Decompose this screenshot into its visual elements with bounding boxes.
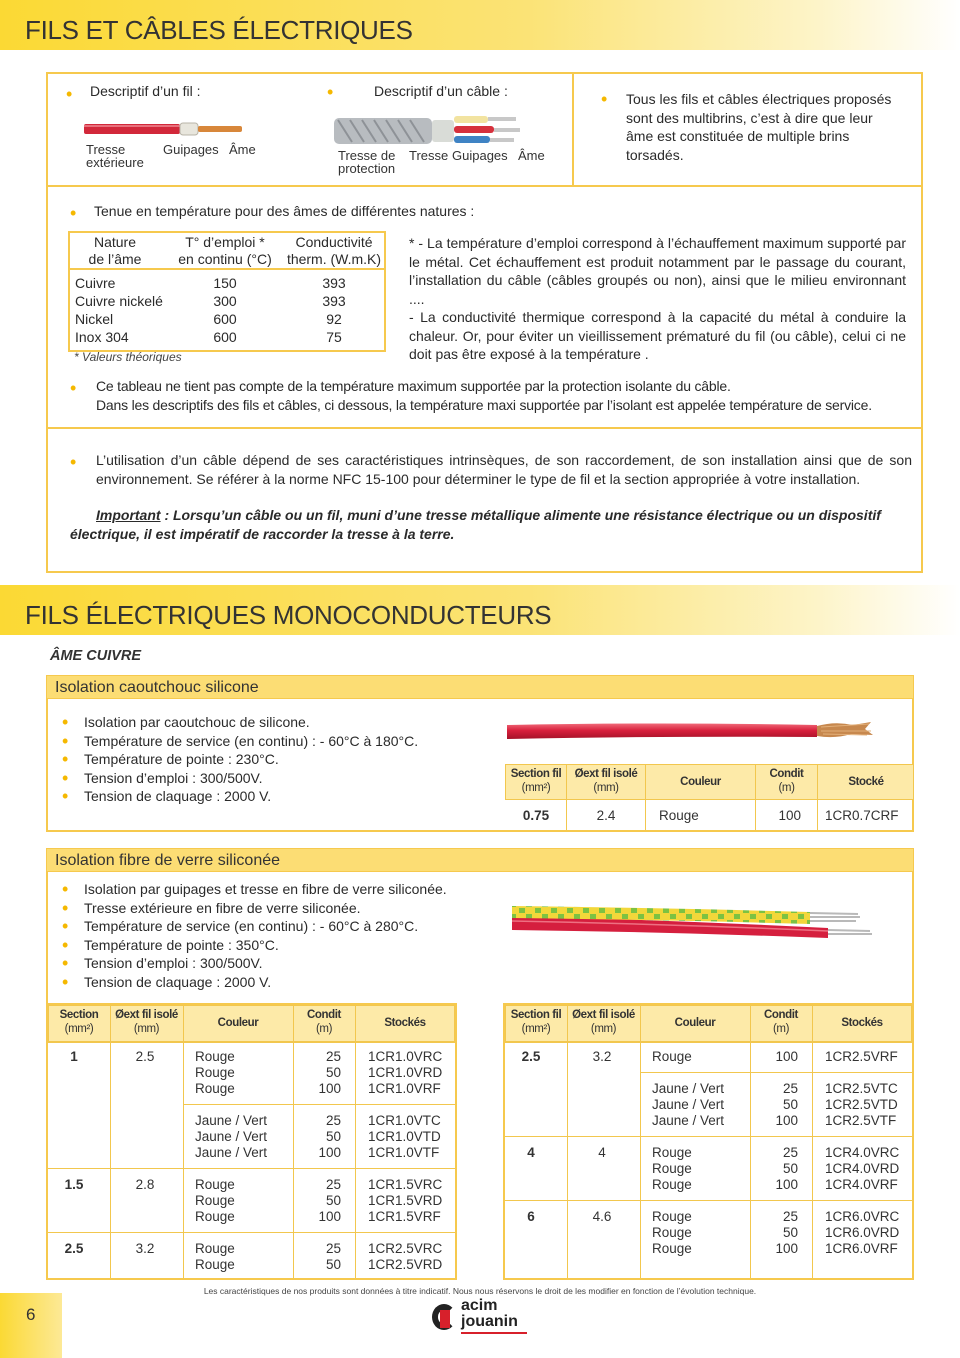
bullet-icon: • xyxy=(62,730,69,751)
tenue-note-line2: Dans les descriptifs des fils et câbles, ci dessous, la température maxi supportée par l’isolant est appelée température de service. xyxy=(96,397,872,413)
cell-section: 6 xyxy=(527,1209,535,1224)
cell-couleur: Rouge xyxy=(652,1209,692,1224)
col-oext: Øext fil isolé (mm) xyxy=(572,1009,635,1035)
col-couleur: Couleur xyxy=(674,1017,716,1029)
cell-stock: 1CR1.5VRD xyxy=(368,1193,443,1208)
col-stock: Stocké xyxy=(848,776,884,788)
row-divider xyxy=(48,1168,455,1169)
row-divider xyxy=(48,1042,455,1043)
col-stock: Stockés xyxy=(841,1017,883,1029)
cell-condit: 100 xyxy=(775,1113,798,1128)
row-divider xyxy=(505,1042,912,1043)
label-protection: protection xyxy=(338,161,396,176)
cell-oext: 2.4 xyxy=(596,808,616,823)
logo-text-acim: acim xyxy=(461,1297,498,1314)
page-tab xyxy=(0,1293,62,1358)
cell-couleur: Jaune / Vert xyxy=(652,1097,725,1112)
cell-couleur: Jaune / Vert xyxy=(195,1113,268,1128)
temperature-table xyxy=(68,231,386,352)
header-nature: Nature de l’âme xyxy=(88,234,142,267)
label-guipages: Guipages xyxy=(452,148,508,163)
logo-text-jouanin: jouanin xyxy=(461,1313,518,1330)
single-wire-illustration xyxy=(84,121,246,137)
bullet-icon: • xyxy=(62,786,69,806)
cell-couleur: Rouge xyxy=(195,1241,235,1256)
cell-couleur: Jaune / Vert xyxy=(195,1145,268,1160)
cell-nature: Inox 304 xyxy=(75,329,129,345)
cell-section: 0.75 xyxy=(522,808,550,823)
cell-stock: 1CR1.0VTC xyxy=(368,1113,441,1128)
cell-couleur: Rouge xyxy=(652,1241,692,1256)
cell-couleur: Rouge xyxy=(659,808,699,823)
page-title: FILS ET CÂBLES ÉLECTRIQUES xyxy=(25,15,413,45)
row-divider xyxy=(48,1232,455,1233)
cell-couleur: Rouge xyxy=(195,1177,235,1192)
cell-couleur: Rouge xyxy=(652,1145,692,1160)
cell-stock: 1CR1.0VTD xyxy=(368,1129,441,1144)
cell-condit: 25 xyxy=(325,1241,341,1256)
bullet-icon: • xyxy=(62,916,69,936)
cell-stock: 1CR2.5VTC xyxy=(825,1081,898,1096)
label-tresse: Tresse xyxy=(86,142,126,157)
cell-couleur: Jaune / Vert xyxy=(195,1129,268,1144)
cell-condit: 50 xyxy=(325,1065,341,1080)
cell-couleur: Rouge xyxy=(195,1065,235,1080)
cell-condit: 100 xyxy=(778,808,801,823)
bullet-icon: • xyxy=(66,84,73,104)
column-divider xyxy=(355,1005,356,1278)
cell-section: 4 xyxy=(527,1145,535,1160)
col-section: Section fil (mm²) xyxy=(510,1009,562,1035)
cell-condit: 25 xyxy=(782,1209,798,1224)
row-divider xyxy=(505,1136,912,1137)
cell-stock: 1CR1.0VRC xyxy=(368,1049,443,1064)
feature-item: Tension de claquage : 2000 V. xyxy=(84,973,272,990)
cell-condit: 50 xyxy=(325,1257,341,1272)
cell-stock: 1CR1.0VRD xyxy=(368,1065,443,1080)
cell-temp: 150 xyxy=(213,275,237,291)
cell-section: 2.5 xyxy=(521,1049,541,1064)
col-oext: Øext fil isolé (mm) xyxy=(574,768,638,794)
cell-oext: 2.8 xyxy=(135,1177,155,1192)
label-guipages: Guipages xyxy=(163,142,219,157)
cell-oext: 3.2 xyxy=(592,1049,612,1064)
cell-stock: 1CR2.5VTF xyxy=(825,1113,897,1128)
important-note xyxy=(70,506,912,543)
cell-couleur: Rouge xyxy=(195,1049,235,1064)
cell-stock: 1CR4.0VRD xyxy=(825,1161,900,1176)
column-divider xyxy=(183,1005,184,1278)
cell-oext: 4.6 xyxy=(592,1209,612,1224)
cell-section: 2.5 xyxy=(64,1241,84,1256)
cell-stock: 1CR6.0VRD xyxy=(825,1225,900,1240)
cell-stock: 1CR6.0VRF xyxy=(825,1241,898,1256)
label-ame: Âme xyxy=(229,142,256,157)
disclaimer: Les caractéristiques de nos produits sont données à titre indicatif. Nous nous réservons le droit de les modifier en fonction de l’évolution technique. xyxy=(203,1286,757,1296)
feature-item: Isolation par caoutchouc de silicone. xyxy=(84,714,310,730)
cell-condit: 25 xyxy=(782,1081,798,1096)
col-section: Section fil (mm²) xyxy=(510,768,562,794)
cell-section: 1 xyxy=(70,1049,78,1064)
cell-couleur: Rouge xyxy=(652,1177,692,1192)
column-divider xyxy=(110,1005,111,1278)
feature-item: Isolation par guipages et tresse en fibre de verre siliconée. xyxy=(84,881,447,897)
col-condit: Condit (m) xyxy=(769,768,804,794)
cell-condit: 25 xyxy=(325,1113,341,1128)
col-stock: Stockés xyxy=(384,1017,426,1029)
section-title: FILS ÉLECTRIQUES MONOCONDUCTEURS xyxy=(25,600,552,630)
cell-condit: 25 xyxy=(782,1145,798,1160)
cell-temp: 600 xyxy=(213,311,237,327)
cell-condit: 50 xyxy=(325,1193,341,1208)
divider xyxy=(46,185,923,187)
header-temp: T° d’emploi * en continu (°C) xyxy=(178,234,272,267)
cell-stock: 1CR2.5VTD xyxy=(825,1097,898,1112)
label-tresse: Tresse xyxy=(409,148,449,163)
cell-stock: 1CR2.5VRC xyxy=(368,1241,443,1256)
cell-temp: 300 xyxy=(213,293,237,309)
cell-oext: 3.2 xyxy=(135,1241,155,1256)
cell-conductivite: 393 xyxy=(322,275,346,291)
cell-couleur: Rouge xyxy=(652,1161,692,1176)
col-couleur: Couleur xyxy=(217,1017,259,1029)
label-tresse-de: Tresse de xyxy=(338,148,396,163)
divider xyxy=(572,72,574,186)
page-number: 6 xyxy=(26,1305,36,1324)
cell-stock: 1CR1.5VRF xyxy=(368,1209,441,1224)
cell-couleur: Rouge xyxy=(652,1225,692,1240)
cell-stock: 1CR1.0VRF xyxy=(368,1081,441,1096)
feature-item: Tension d’emploi : 300/500V. xyxy=(84,769,263,786)
cell-stock: 1CR4.0VRF xyxy=(825,1177,898,1192)
note-temperature: * - La température d’emploi correspond à l’échauffement maximum supporté par le métal. Cet échauffement est produit notamment par le passage du courant, l’installation du câble (câbles groupés ou non), ainsi que le milieu environnant .... xyxy=(409,235,906,307)
cell-oext: 4 xyxy=(598,1145,606,1160)
cell-couleur: Jaune / Vert xyxy=(652,1113,725,1128)
label-ame: Âme xyxy=(518,148,545,163)
feature-item: Température de service (en continu) : - 60°C à 280°C. xyxy=(84,918,419,934)
bullet-icon: • xyxy=(62,953,69,973)
tenue-heading: Tenue en température pour des âmes de différentes natures : xyxy=(94,203,475,219)
cell-couleur: Rouge xyxy=(652,1049,692,1064)
bullet-icon: • xyxy=(62,749,69,769)
divider xyxy=(46,427,923,429)
col-condit: Condit (m) xyxy=(306,1009,341,1035)
bullet-icon: • xyxy=(327,82,334,102)
bullet-icon: • xyxy=(62,767,69,788)
ame-cuivre-heading: ÂME CUIVRE xyxy=(50,648,142,664)
silicone-title: Isolation caoutchouc silicone xyxy=(55,679,259,696)
cell-condit: 25 xyxy=(325,1049,341,1064)
cell-conductivite: 92 xyxy=(326,311,342,327)
bullet-icon: • xyxy=(62,971,69,992)
bullet-icon: • xyxy=(601,89,608,109)
note-conductivite: - La conductivité thermique correspond à la capacité du métal à conduire la chaleur. Or, pour éviter un vieillissement prématuré du fil (ou câble), celui ci ne doit pas être exposé à la température . xyxy=(409,309,906,362)
cell-temp: 600 xyxy=(213,329,237,345)
cell-condit: 100 xyxy=(318,1081,341,1096)
bullet-icon: • xyxy=(62,897,69,918)
column-divider xyxy=(567,1005,568,1278)
cell-stock: 1CR2.5VRD xyxy=(368,1257,443,1272)
fil-heading: Descriptif d’un fil : xyxy=(90,83,201,99)
silicone-header xyxy=(46,675,914,699)
important-text: : Lorsqu’un câble ou un fil, muni d’une tresse métallique alimente une résistance électrique ou un dispositif électrique, il est impératif de raccorder la tresse à la terre. xyxy=(70,507,881,542)
cell-couleur: Rouge xyxy=(195,1209,235,1224)
fibre-title: Isolation fibre de verre siliconée xyxy=(55,852,281,869)
cell-nature: Cuivre xyxy=(75,275,116,291)
row-divider xyxy=(640,1072,912,1073)
col-oext: Øext fil isolé (mm) xyxy=(115,1009,178,1035)
footnote: * Valeurs théoriques xyxy=(74,350,182,364)
cell-nature: Cuivre nickelé xyxy=(75,293,163,309)
company-logo xyxy=(432,1298,532,1338)
cell-condit: 25 xyxy=(325,1177,341,1192)
cell-stock: 1CR4.0VRC xyxy=(825,1145,900,1160)
cell-condit: 50 xyxy=(782,1097,798,1112)
header-conductivite: Conductivité therm. (W.m.K) xyxy=(286,234,382,267)
cell-section: 1.5 xyxy=(64,1177,84,1192)
cell-couleur: Rouge xyxy=(195,1081,235,1096)
section-banner xyxy=(0,585,960,635)
cell-stock: 1CR6.0VRC xyxy=(825,1209,900,1224)
cell-condit: 50 xyxy=(325,1129,341,1144)
silicone-wire-photo xyxy=(505,717,875,743)
cell-nature: Nickel xyxy=(75,311,114,327)
cell-condit: 100 xyxy=(318,1209,341,1224)
cell-stock: 1CR1.0VTF xyxy=(368,1145,440,1160)
cell-condit: 100 xyxy=(775,1049,798,1064)
cell-oext: 2.5 xyxy=(135,1049,155,1064)
cell-condit: 50 xyxy=(782,1225,798,1240)
row-divider xyxy=(505,1200,912,1201)
cell-condit: 100 xyxy=(318,1145,341,1160)
cell-couleur: Rouge xyxy=(195,1257,235,1272)
divider xyxy=(70,268,384,270)
cell-stock: 1CR2.5VRF xyxy=(825,1049,898,1064)
fibre-wire-photo xyxy=(510,902,875,942)
cell-conductivite: 75 xyxy=(326,329,342,345)
logo-mark xyxy=(440,1310,450,1328)
feature-item: Température de service (en continu) : - 60°C à 180°C. xyxy=(84,732,419,749)
tenue-note-line1: Ce tableau ne tient pas compte de la température maximum supportée par la protection isolante du câble. xyxy=(96,378,731,394)
cell-condit: 100 xyxy=(775,1177,798,1192)
feature-item: Température de pointe : 350°C. xyxy=(84,936,279,953)
cell-condit: 100 xyxy=(775,1241,798,1256)
bullet-icon: • xyxy=(70,452,77,472)
feature-item: Température de pointe : 230°C. xyxy=(84,751,279,767)
fibre-header xyxy=(46,848,914,872)
cell-condit: 50 xyxy=(782,1161,798,1176)
bullet-icon: • xyxy=(70,378,77,398)
col-section: Section (mm²) xyxy=(59,1009,99,1035)
cell-stock: 1CR1.5VRC xyxy=(368,1177,443,1192)
cell-couleur: Rouge xyxy=(195,1193,235,1208)
section-banner xyxy=(0,0,960,50)
utilisation-text: L’utilisation d’un câble dépend de ses caractéristiques intrinsèques, de son raccordement, de son installation ainsi que de son environnement. Se référer à la norme NFC 15-100 pour déterminer le type de fil et la section appropriée à votre installation. xyxy=(96,452,912,487)
bullet-icon: • xyxy=(62,934,69,955)
cell-couleur: Jaune / Vert xyxy=(652,1081,725,1096)
important-label: Important xyxy=(96,507,161,523)
cable-heading: Descriptif d’un câble : xyxy=(374,83,508,99)
bullet-icon: • xyxy=(70,203,77,223)
cable-illustration xyxy=(334,108,524,150)
column-divider xyxy=(812,1005,813,1278)
feature-item: Tension de claquage : 2000 V. xyxy=(84,788,272,804)
cell-stock: 1CR0.7CRF xyxy=(825,808,899,823)
label-exterieure: extérieure xyxy=(86,155,144,170)
bullet-icon: • xyxy=(62,879,69,899)
cell-conductivite: 393 xyxy=(322,293,346,309)
col-couleur: Couleur xyxy=(680,776,721,788)
multibrins-text: Tous les fils et câbles électriques proposés sont des multibrins, c’est à dire que leur âme est constituée de multiple brins torsadés. xyxy=(626,91,892,163)
bullet-icon: • xyxy=(62,712,69,732)
feature-item: Tresse extérieure en fibre de verre siliconée. xyxy=(84,899,361,916)
col-condit: Condit (m) xyxy=(763,1009,798,1035)
feature-item: Tension d’emploi : 300/500V. xyxy=(84,955,263,971)
row-divider xyxy=(183,1104,455,1105)
column-divider xyxy=(640,1005,641,1278)
